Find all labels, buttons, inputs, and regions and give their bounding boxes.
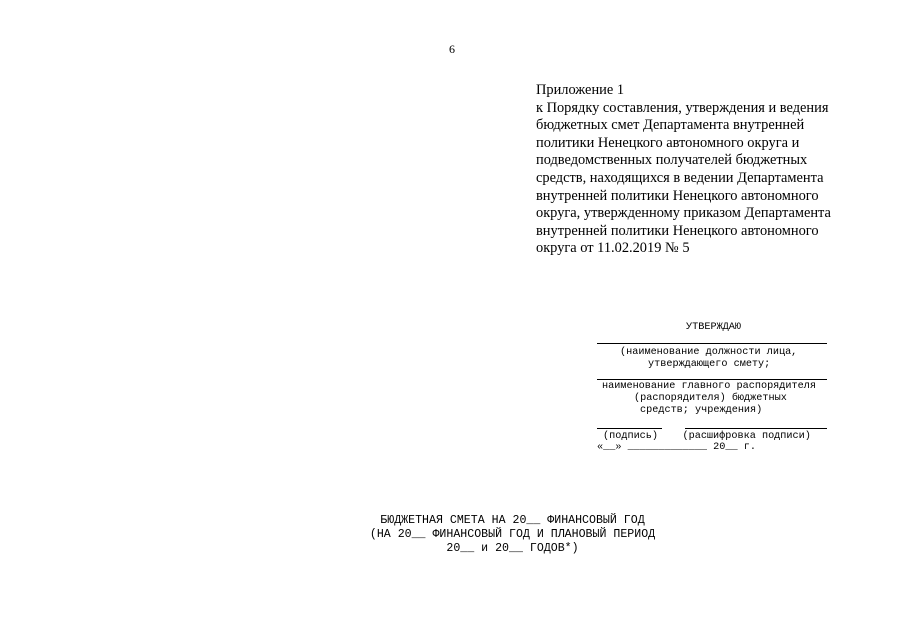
signature-decoding-line bbox=[685, 428, 827, 429]
appendix-title: Приложение 1 bbox=[536, 82, 625, 98]
position-caption: утверждающего смету; bbox=[648, 359, 771, 370]
manager-caption: (распорядителя) бюджетных bbox=[634, 393, 787, 404]
appendix-line: округа, утвержденному приказом Департамента bbox=[536, 205, 831, 222]
approval-date-line: «__» _____________ 20__ г. bbox=[597, 442, 756, 453]
heading-line: (НА 20__ ФИНАНСОВЫЙ ГОД И ПЛАНОВЫЙ ПЕРИОД bbox=[369, 528, 656, 542]
appendix-line: бюджетных смет Департамента внутренней bbox=[536, 117, 805, 134]
position-caption: (наименование должности лица, bbox=[620, 347, 798, 358]
heading-line: 20__ и 20__ ГОДОВ*) bbox=[446, 542, 579, 556]
appendix-line: округа от 11.02.2019 № 5 bbox=[536, 240, 690, 257]
page-number: 6 bbox=[449, 42, 455, 56]
appendix-block bbox=[536, 82, 866, 258]
appendix-line: внутренней политики Ненецкого автономного bbox=[536, 187, 819, 204]
manager-caption: наименование главного распорядителя bbox=[602, 381, 816, 392]
approve-title: УТВЕРЖДАЮ bbox=[686, 322, 742, 333]
appendix-line: подведомственных получателей бюджетных bbox=[536, 152, 808, 169]
appendix-line: внутренней политики Ненецкого автономного bbox=[536, 222, 819, 239]
manager-caption: средств; учреждения) bbox=[640, 405, 763, 416]
appendix-line: средств, находящихся в ведении Департамента bbox=[536, 169, 824, 186]
heading-line: БЮДЖЕТНАЯ СМЕТА НА 20__ ФИНАНСОВЫЙ ГОД bbox=[380, 514, 645, 527]
signature-line bbox=[597, 428, 662, 429]
manager-signature-line bbox=[597, 379, 827, 380]
position-signature-line bbox=[597, 343, 827, 344]
signature-caption: (подпись) (расшифровка подписи) bbox=[603, 431, 811, 442]
appendix-line: политики Ненецкого автономного округа и bbox=[536, 134, 800, 151]
appendix-line: к Порядку составления, утверждения и ведения bbox=[536, 99, 829, 116]
document-heading bbox=[340, 514, 685, 557]
